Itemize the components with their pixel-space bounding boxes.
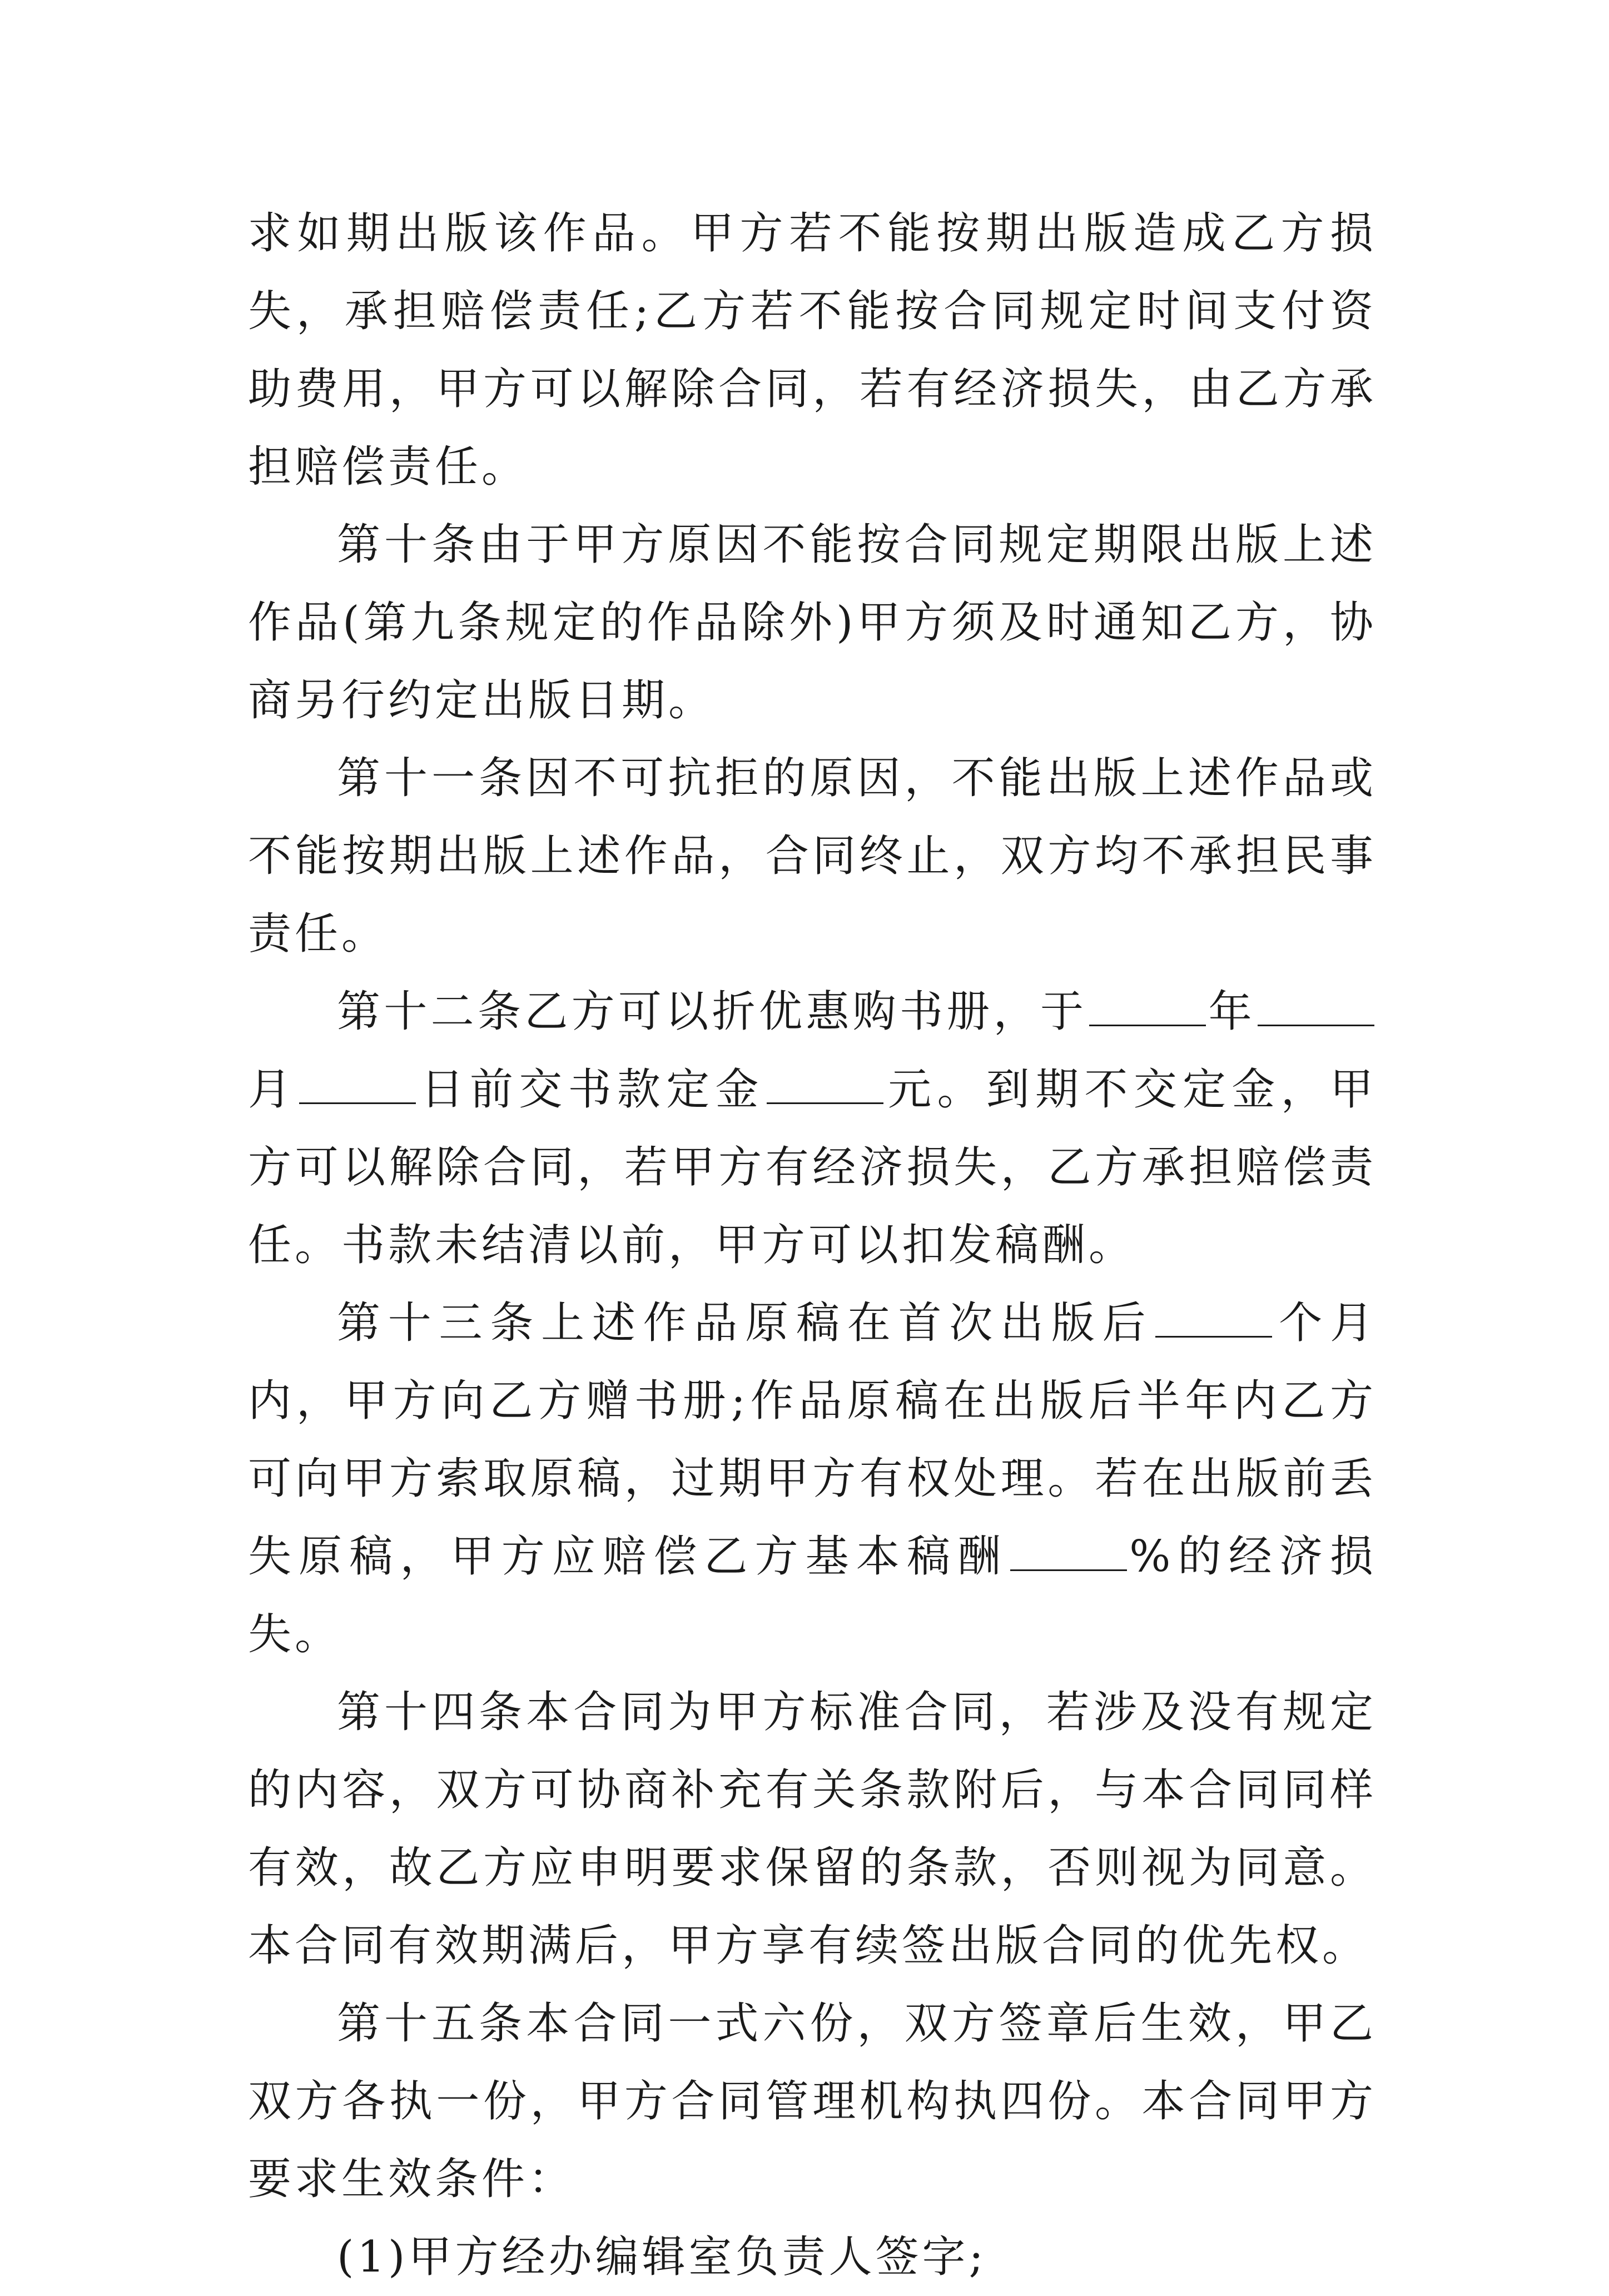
paragraph-text: 第十一条因不可抗拒的原因，不能出版上述作品或不能按期出版上述作品，合同终止，双方均不承担民事责任。: [248, 753, 1377, 959]
paragraph-text: 月: [248, 1065, 297, 1115]
fill-in-blank: [1155, 1297, 1272, 1338]
paragraph-text: 年: [1208, 987, 1255, 1037]
paragraph-text: 第十三条上述作品原稿在首次出版后: [337, 1298, 1154, 1348]
fill-in-blank: [1089, 986, 1206, 1026]
paragraph-text: (1)甲方经办编辑室负责人签字;: [337, 2232, 987, 2282]
paragraph-text: 求如期出版该作品。甲方若不能按期出版造成乙方损失，承担赔偿责任;乙方若不能按合同规定时间支付资助费用，甲方可以解除合同，若有经济损失，由乙方承担赔偿责任。: [248, 208, 1377, 492]
paragraph-text: %的经济损失。: [248, 1532, 1377, 1659]
fill-in-blank: [1258, 986, 1374, 1026]
paragraph-text: 个月内，甲方向乙方赠书册;作品原稿在出版后半年内乙方可向甲方索取原稿，过期甲方有权处理。若在出版前丢失原稿，甲方应赔偿乙方基本稿酬: [248, 1298, 1377, 1582]
paragraph-text: 第十四条本合同为甲方标准合同，若涉及没有规定的内容，双方可协商补充有关条款附后，与本合同同样有效，故乙方应申明要求保留的条款，否则视为同意。本合同有效期满后，甲方享有续签出版合同的优先权。: [248, 1687, 1377, 1971]
paragraph-p10: [248, 506, 1377, 739]
paragraph-text: 第十条由于甲方原因不能按合同规定期限出版上述作品(第九条规定的作品除外)甲方须及时通知乙方，协商另行约定出版日期。: [248, 520, 1377, 725]
contract-body: [248, 195, 1377, 2296]
paragraph-text: 日前交书款定金: [418, 1065, 764, 1115]
paragraph-p12: [248, 973, 1377, 1284]
paragraph-text: 第十二条乙方可以折优惠购书册，于: [337, 987, 1087, 1037]
fill-in-blank: [767, 1063, 883, 1104]
fill-in-blank: [1010, 1530, 1127, 1571]
paragraph-p13: [248, 1284, 1377, 1673]
fill-in-blank: [299, 1063, 416, 1104]
paragraph-text: 元。到期不交定金，甲方可以解除合同，若甲方有经济损失，乙方承担赔偿责任。书款未结清以前，甲方可以扣发稿酬。: [248, 1065, 1377, 1270]
paragraph-text: 第十五条本合同一式六份，双方签章后生效，甲乙双方各执一份，甲方合同管理机构执四份。本合同甲方要求生效条件：: [248, 1999, 1377, 2204]
paragraph-p15-1: [248, 2218, 1377, 2296]
paragraph-p0: [248, 195, 1377, 506]
paragraph-p11: [248, 739, 1377, 973]
paragraph-p14: [248, 1673, 1377, 1985]
paragraph-p15: [248, 1985, 1377, 2218]
